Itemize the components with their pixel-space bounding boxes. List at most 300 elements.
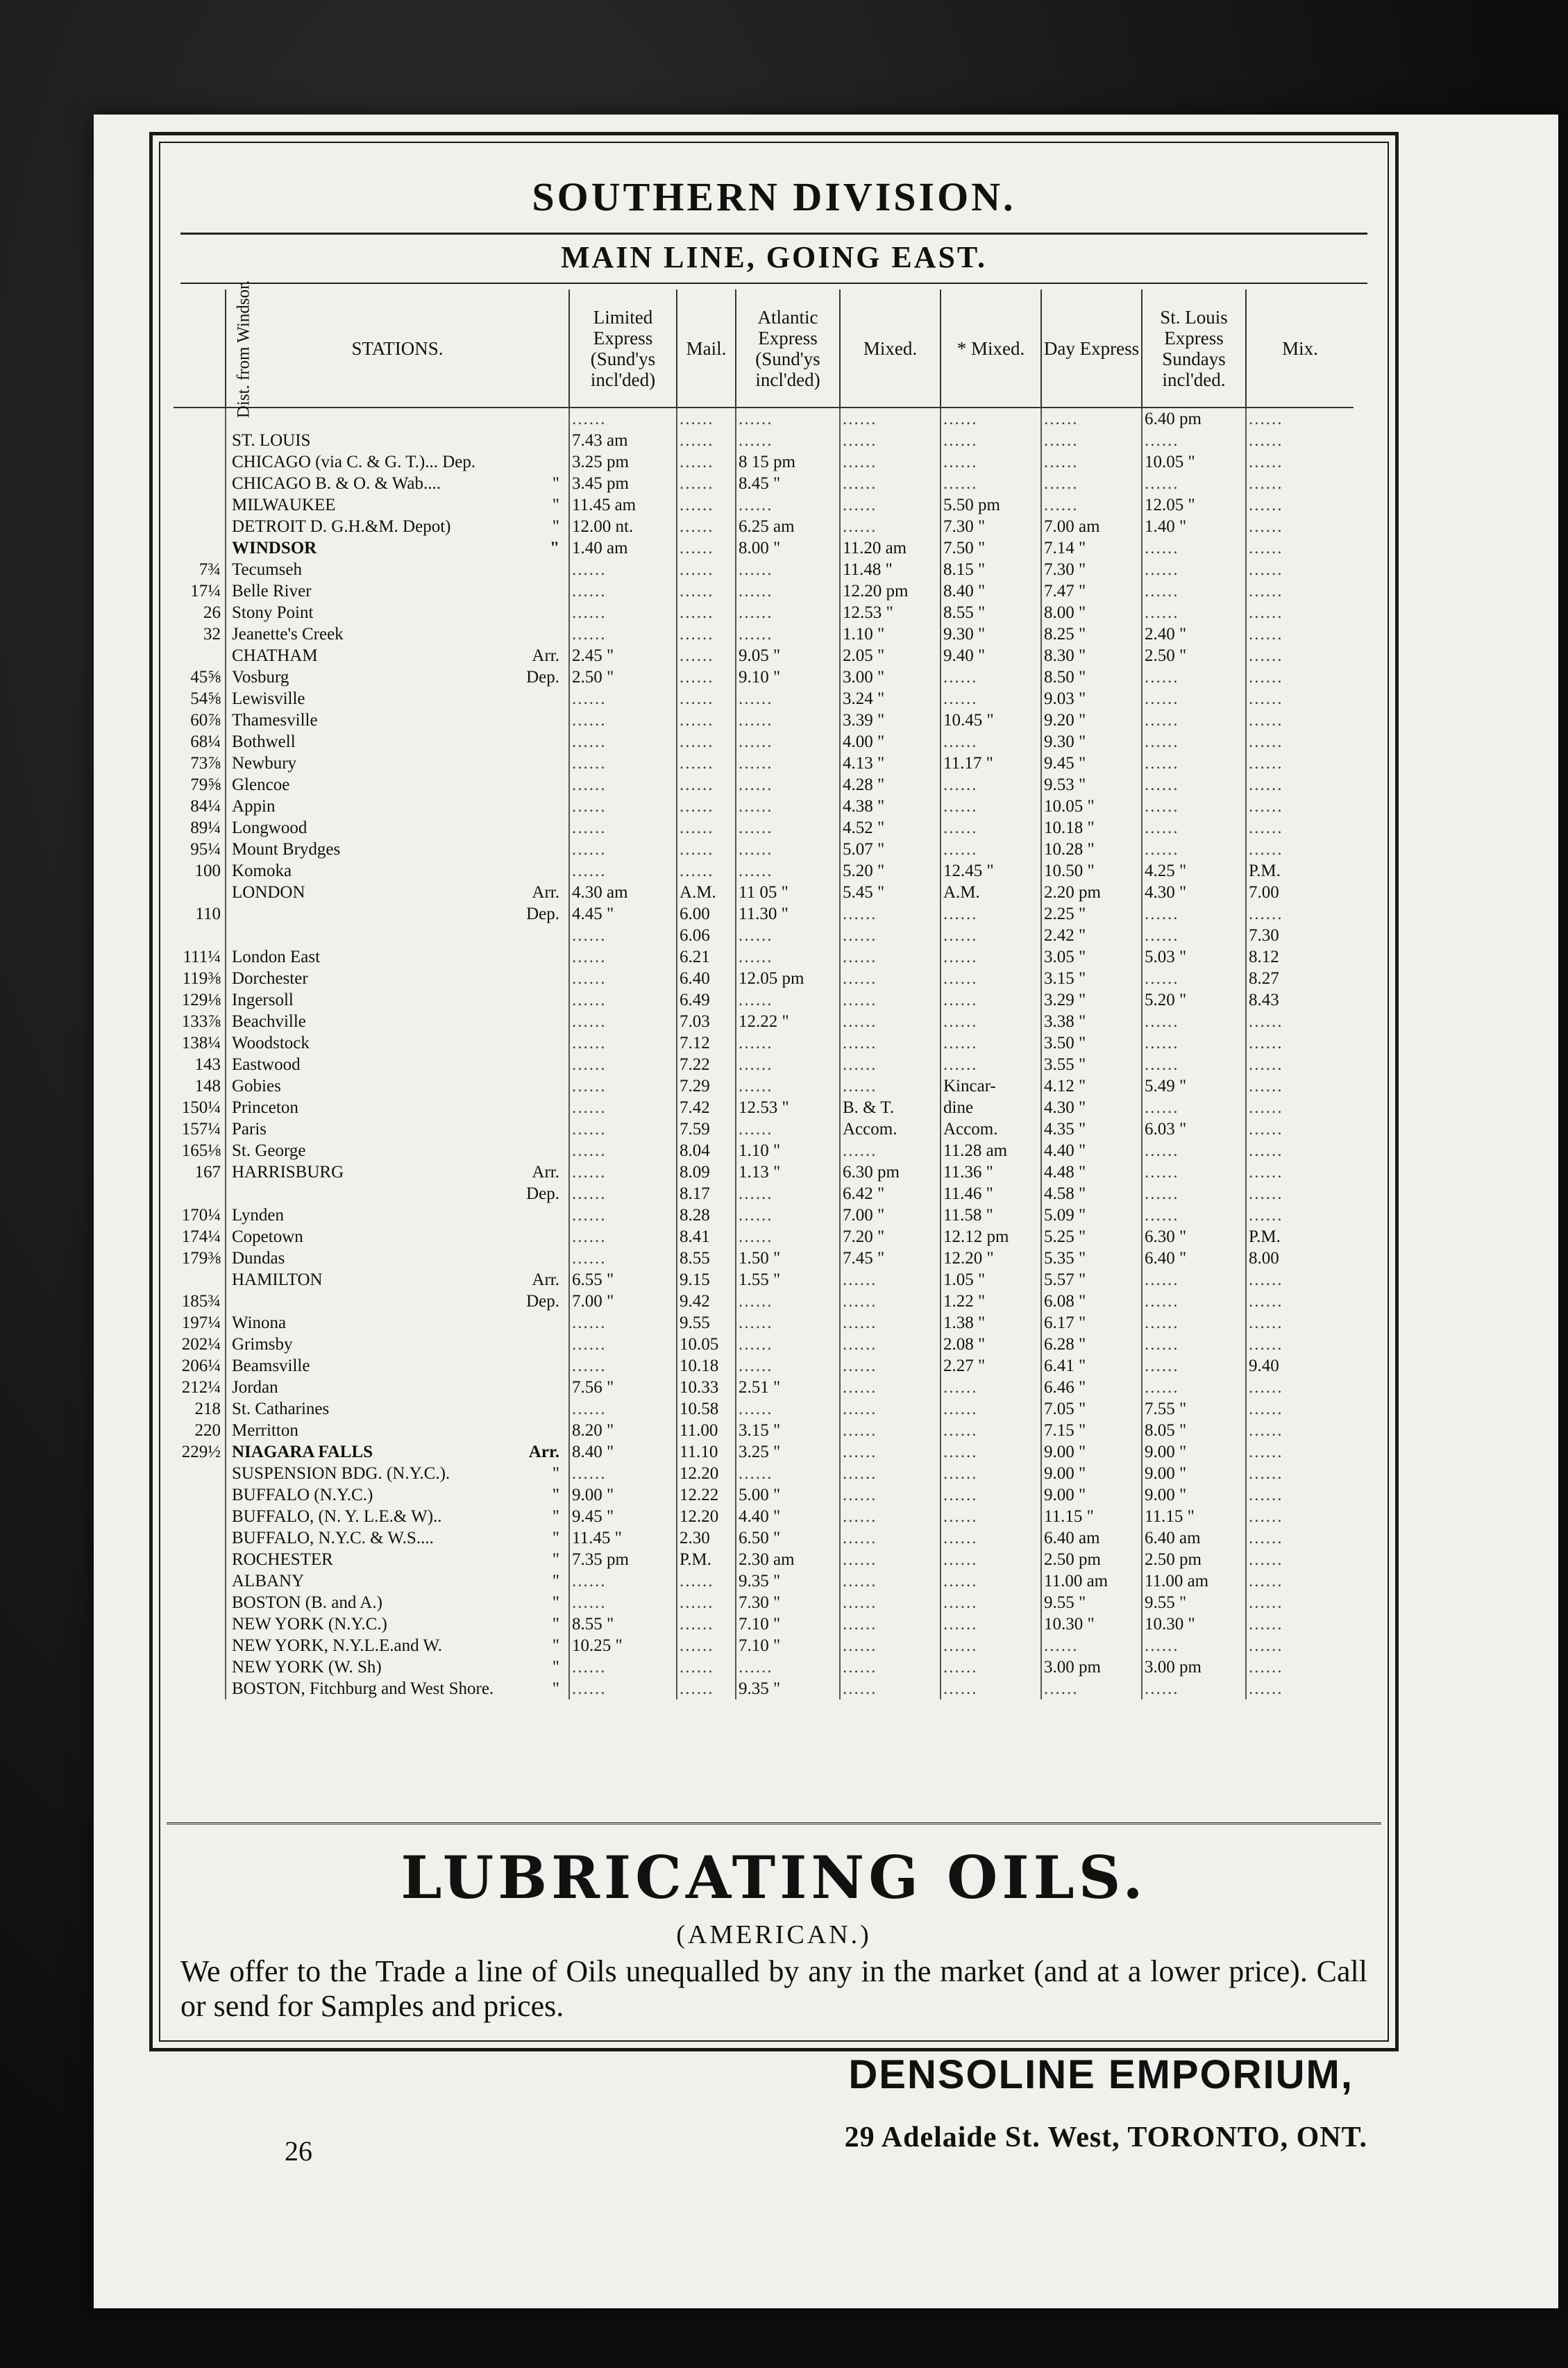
time-cell: 12.05 " [1142,494,1246,516]
station-cell [226,580,569,602]
table-row [174,860,1354,882]
time-cell: Accom. [840,1118,941,1140]
time-cell: 4.35 " [1041,1118,1142,1140]
station-name: Appin [232,797,276,816]
time-cell [941,1484,1041,1506]
station-name: ST. LOUIS [232,431,311,450]
arr-dep-marker: " [552,1486,559,1504]
time-cell: 9.00 " [1142,1463,1246,1484]
time-cell [736,1398,840,1420]
time-cell: 11.00 [677,1420,736,1441]
header-dist: Dist. from Windsor. [174,289,226,408]
time-cell: 12.05 pm [736,968,840,989]
time-cell: 8.43 [1246,989,1354,1011]
time-cell [1142,666,1246,688]
time-cell: 2.27 " [941,1355,1041,1377]
time-cell [736,1054,840,1075]
station-name: Tecumseh [232,560,302,579]
table-row [174,1291,1354,1312]
table-row [174,1613,1354,1635]
time-cell [569,1398,677,1420]
time-cell: 11.45 " [569,1527,677,1549]
page-number: 26 [285,2135,312,2167]
time-cell [840,408,941,430]
station-name: Mount Brydges [232,840,341,859]
time-cell [736,753,840,774]
time-cell: 11.00 am [1142,1570,1246,1592]
time-cell [569,1678,677,1699]
time-cell [1246,1656,1354,1678]
time-cell: 8.40 " [569,1441,677,1463]
station-cell [226,709,569,731]
distance-cell: 229½ [181,1443,221,1461]
time-cell [1246,1140,1354,1161]
distance-cell [174,1592,226,1613]
time-cell [1041,451,1142,473]
time-cell [1041,494,1142,516]
station-name: BUFFALO, (N. Y. L.E.& W).. [232,1507,442,1526]
time-cell [569,1355,677,1377]
time-cell: 10.18 [677,1355,736,1377]
time-cell [840,494,941,516]
time-cell [736,817,840,839]
time-cell [736,860,840,882]
station-cell [226,989,569,1011]
time-cell: 9.30 " [1041,731,1142,753]
time-cell: 7.03 [677,1011,736,1032]
table-row [174,903,1354,925]
time-cell: 5.20 " [1142,989,1246,1011]
time-cell [736,1118,840,1140]
time-cell: 2.08 " [941,1334,1041,1355]
time-cell: 9.00 " [569,1484,677,1506]
time-cell [1041,1635,1142,1656]
time-cell [1041,408,1142,430]
time-cell [569,1204,677,1226]
distance-cell: 129⅛ [181,991,221,1009]
station-cell [226,1075,569,1097]
arr-dep-marker: " [552,1572,559,1590]
time-cell [1246,559,1354,580]
time-cell: 9.55 " [1142,1592,1246,1613]
time-cell: 7.59 [677,1118,736,1140]
time-cell: dine [941,1097,1041,1118]
time-cell: 9.10 " [736,666,840,688]
time-cell [941,1054,1041,1075]
distance-cell [174,1549,226,1570]
time-cell: 11.46 " [941,1183,1041,1204]
station-cell [226,1484,569,1506]
time-cell [1142,925,1246,946]
time-cell: 6.30 pm [840,1161,941,1183]
station-name: Jeanette's Creek [232,625,344,644]
time-cell: 1.13 " [736,1161,840,1183]
time-cell [840,1334,941,1355]
table-row [174,1656,1354,1678]
time-cell [677,494,736,516]
time-cell [941,968,1041,989]
time-cell: 6.30 " [1142,1226,1246,1248]
time-cell [736,1334,840,1355]
time-cell: 7.00 " [569,1291,677,1312]
time-cell: 9.55 [677,1312,736,1334]
ad-body: We offer to the Trade a line of Oils unequalled by any in the market (and at a lower price). Call or send for Samples and prices. [180,1954,1367,2023]
time-cell [840,1377,941,1398]
time-cell: 6.42 " [840,1183,941,1204]
time-cell [1246,473,1354,494]
time-cell: 6.40 [677,968,736,989]
time-cell: 5.49 " [1142,1075,1246,1097]
distance-cell [174,516,226,537]
time-cell [677,451,736,473]
time-cell: 8.09 [677,1161,736,1183]
time-cell [569,408,677,430]
time-cell [941,774,1041,796]
time-cell [941,1656,1041,1678]
time-cell: 11.58 " [941,1204,1041,1226]
timetable-frame [149,132,1399,2167]
time-cell: 4.25 " [1142,860,1246,882]
header-mix: Mix. [1246,289,1354,408]
station-cell [226,903,569,925]
time-cell [1246,516,1354,537]
time-cell: 12.20 [677,1463,736,1484]
time-cell [569,731,677,753]
distance-cell: 45⅝ [190,668,221,687]
time-cell: 7.14 " [1041,537,1142,559]
time-cell [1246,645,1354,666]
time-cell: 8.15 " [941,559,1041,580]
time-cell: 8.27 [1246,968,1354,989]
table-row [174,925,1354,946]
distance-cell: 170¼ [181,1206,221,1225]
distance-cell: 150¼ [181,1098,221,1117]
time-cell [569,989,677,1011]
time-cell: 6.46 " [1041,1377,1142,1398]
time-cell: 7.30 " [736,1592,840,1613]
station-cell [226,473,569,494]
distance-cell: 119⅜ [182,969,221,988]
time-cell [1246,430,1354,451]
time-cell [941,817,1041,839]
time-cell [1246,688,1354,709]
time-cell: 5.03 " [1142,946,1246,968]
station-name: Thamesville [232,711,318,730]
table-row [174,1420,1354,1441]
station-cell [226,1506,569,1527]
table-row [174,1549,1354,1570]
time-cell: 9.30 " [941,623,1041,645]
table-row [174,1678,1354,1699]
distance-cell [174,1463,226,1484]
station-cell [226,408,569,430]
time-cell: 4.12 " [1041,1075,1142,1097]
time-cell [1246,580,1354,602]
distance-cell: 143 [194,1055,221,1074]
time-cell: 10.05 " [1142,451,1246,473]
station-name: MILWAUKEE [232,496,336,514]
station-cell [226,796,569,817]
time-cell: 5.20 " [840,860,941,882]
time-cell [1246,494,1354,516]
time-cell: 9.42 [677,1291,736,1312]
time-cell [569,1097,677,1118]
station-name: London East [232,948,321,966]
time-cell [677,645,736,666]
time-cell: 12.20 pm [840,580,941,602]
table-row [174,1506,1354,1527]
distance-cell [174,1635,226,1656]
time-cell: 8.30 " [1041,645,1142,666]
table-row [174,430,1354,451]
time-cell: 8.55 " [941,602,1041,623]
table-row [174,559,1354,580]
time-cell: 7.22 [677,1054,736,1075]
time-cell [941,666,1041,688]
arr-dep-marker: " [550,539,559,557]
distance-cell: 206¼ [181,1357,221,1375]
table-row [174,1377,1354,1398]
time-cell [1246,408,1354,430]
time-cell: 10.30 " [1041,1613,1142,1635]
time-cell: 8.04 [677,1140,736,1161]
time-cell: 9.00 " [1142,1484,1246,1506]
time-cell: 10.30 " [1142,1613,1246,1635]
table-row [174,1635,1354,1656]
time-cell [1246,1420,1354,1441]
time-cell [840,946,941,968]
time-cell: 10.33 [677,1377,736,1398]
time-cell [677,623,736,645]
ad-subtitle: (AMERICAN.) [676,1920,872,1949]
time-cell [941,1592,1041,1613]
time-cell: P.M. [677,1549,736,1570]
time-cell: Accom. [941,1118,1041,1140]
time-cell: 9.55 " [1041,1592,1142,1613]
station-cell [226,968,569,989]
time-cell [1246,1441,1354,1463]
station-name: Dundas [232,1249,285,1268]
station-cell [226,839,569,860]
table-row [174,1269,1354,1291]
distance-cell: 148 [194,1077,221,1095]
time-cell [1142,817,1246,839]
table-row [174,1075,1354,1097]
time-cell [1246,1097,1354,1118]
time-cell: 5.45 " [840,882,941,903]
time-cell [677,666,736,688]
time-cell: A.M. [677,882,736,903]
time-cell: 8.12 [1246,946,1354,968]
table-row [174,537,1354,559]
time-cell [941,1678,1041,1699]
station-name: Glencoe [232,775,290,794]
time-cell: 7.30 " [941,516,1041,537]
time-cell [840,451,941,473]
time-cell: 2.50 pm [1041,1549,1142,1570]
time-cell [569,1592,677,1613]
distance-cell [174,1527,226,1549]
time-cell [677,430,736,451]
time-cell [736,774,840,796]
station-cell [226,1248,569,1269]
time-cell [736,1204,840,1226]
station-name: SUSPENSION BDG. (N.Y.C.). [232,1464,450,1483]
time-cell [941,946,1041,968]
time-cell [840,1420,941,1441]
station-cell [226,817,569,839]
time-cell [569,1656,677,1678]
time-cell [1142,1269,1246,1291]
station-cell [226,1204,569,1226]
table-row [174,817,1354,839]
time-cell [569,1570,677,1592]
distance-cell: 7¾ [199,560,221,579]
arr-dep-marker: Dep. [526,668,559,687]
time-cell [840,1291,941,1312]
time-cell: 11.15 " [1041,1506,1142,1527]
station-name: CHICAGO (via C. & G. T.)... Dep. [232,453,476,471]
time-cell [569,925,677,946]
distance-cell: 84¼ [190,797,221,816]
time-cell: 1.10 " [840,623,941,645]
table-row [174,602,1354,623]
time-cell: 9.53 " [1041,774,1142,796]
time-cell [941,408,1041,430]
time-cell [1246,1312,1354,1334]
station-name: CHATHAM [232,646,318,665]
time-cell: 10.05 " [1041,796,1142,817]
station-name: Longwood [232,818,307,837]
time-cell [840,1269,941,1291]
time-cell: 11.00 am [1041,1570,1142,1592]
time-cell: 2.05 " [840,645,941,666]
time-cell: 9.00 " [1142,1441,1246,1463]
time-cell: 5.00 " [736,1484,840,1506]
time-cell: 3.25 pm [569,451,677,473]
time-cell: 3.24 " [840,688,941,709]
station-name: Winona [232,1313,287,1332]
distance-cell: 133⅞ [181,1012,221,1031]
header-mail: Mail. [677,289,736,408]
table-row [174,408,1354,430]
arr-dep-marker: Arr. [532,646,559,665]
time-cell: 1.22 " [941,1291,1041,1312]
table-row [174,1463,1354,1484]
time-cell [840,1527,941,1549]
time-cell [677,1570,736,1592]
time-cell [677,1656,736,1678]
time-cell [1246,623,1354,645]
header-mixed-1: Mixed. [840,289,941,408]
time-cell [1246,753,1354,774]
time-cell: 3.55 " [1041,1054,1142,1075]
time-cell: 8.17 [677,1183,736,1204]
time-cell [677,580,736,602]
arr-dep-marker: " [552,1679,559,1698]
time-cell: 5.25 " [1041,1226,1142,1248]
station-cell [226,1656,569,1678]
time-cell [1246,1527,1354,1549]
time-cell [1246,1161,1354,1183]
time-cell: 11.15 " [1142,1506,1246,1527]
time-cell [736,580,840,602]
time-cell: 4.40 " [736,1506,840,1527]
time-cell: 9.00 " [1041,1441,1142,1463]
time-cell: 2.50 " [569,666,677,688]
time-cell [677,1635,736,1656]
time-cell [1246,774,1354,796]
station-name: Ingersoll [232,991,294,1009]
distance-cell: 185¾ [181,1292,221,1311]
time-cell [677,1678,736,1699]
table-row [174,774,1354,796]
time-cell: 9.35 " [736,1678,840,1699]
station-cell [226,753,569,774]
distance-cell [174,430,226,451]
time-cell: 7.43 am [569,430,677,451]
station-cell [226,1635,569,1656]
time-cell [677,817,736,839]
time-cell: 7.12 [677,1032,736,1054]
time-cell [1142,1355,1246,1377]
distance-cell [174,1570,226,1592]
station-cell [226,559,569,580]
time-cell [1246,731,1354,753]
time-cell [1246,1269,1354,1291]
table-row [174,731,1354,753]
arr-dep-marker: Arr. [532,1163,559,1182]
station-name: ROCHESTER [232,1550,333,1569]
time-cell [569,1140,677,1161]
time-cell: 4.48 " [1041,1161,1142,1183]
header-day-express: Day Express [1041,289,1142,408]
time-cell: 6.21 [677,946,736,968]
time-cell: 6.40 " [1142,1248,1246,1269]
table-row [174,1226,1354,1248]
table-row [174,839,1354,860]
time-cell [677,473,736,494]
station-name: Copetown [232,1227,303,1246]
distance-cell: 220 [194,1421,221,1440]
time-cell: 7.00 " [840,1204,941,1226]
time-cell: 12.22 [677,1484,736,1506]
time-cell [941,1398,1041,1420]
time-cell: 4.52 " [840,817,941,839]
time-cell: 9.40 [1246,1355,1354,1377]
arr-dep-marker: " [552,1636,559,1655]
time-cell: 11.17 " [941,753,1041,774]
distance-cell [174,1269,226,1291]
time-cell [941,839,1041,860]
time-cell [736,408,840,430]
time-cell [736,602,840,623]
station-cell [226,1097,569,1118]
distance-cell: 218 [194,1400,221,1418]
time-cell [569,946,677,968]
time-cell: 7.56 " [569,1377,677,1398]
time-cell [840,1398,941,1420]
time-cell [1246,1549,1354,1570]
table-row [174,1484,1354,1506]
time-cell [1142,537,1246,559]
station-cell [226,451,569,473]
station-name: Grimsby [232,1335,293,1354]
station-cell [226,882,569,903]
time-cell [736,1183,840,1204]
time-cell [941,1463,1041,1484]
station-name: Eastwood [232,1055,301,1074]
